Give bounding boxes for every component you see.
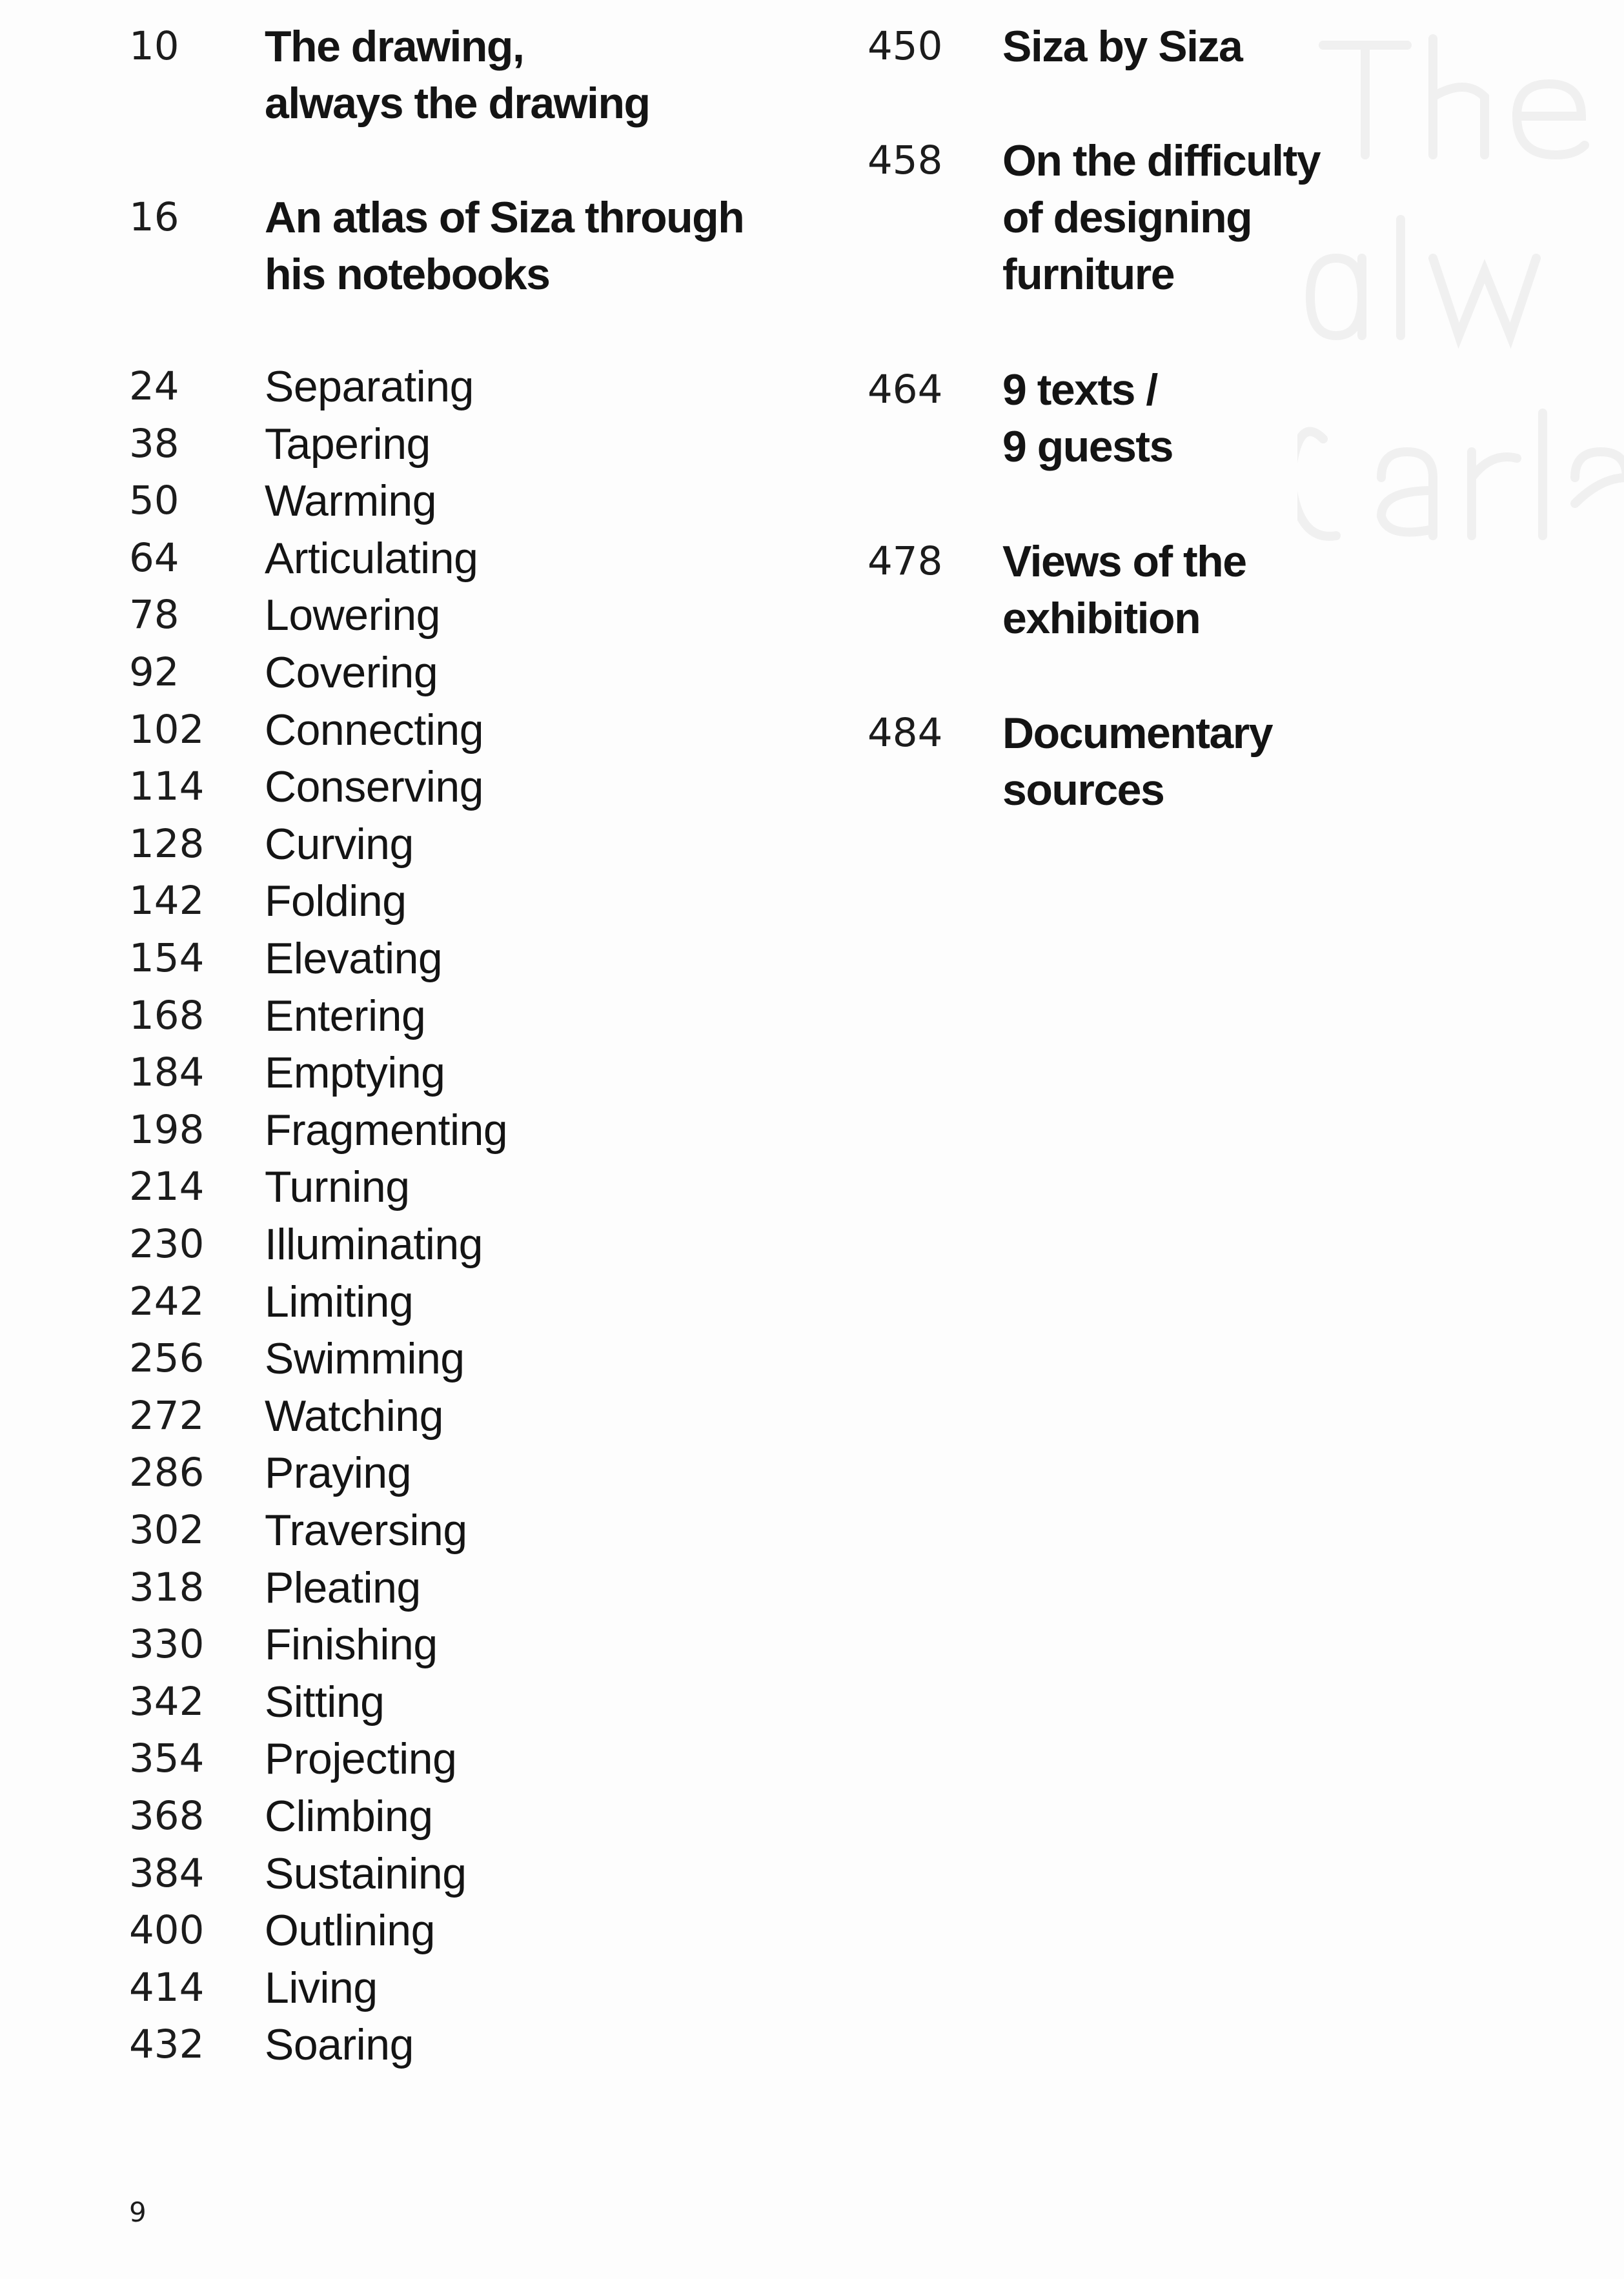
toc-title <box>265 1216 483 1273</box>
toc-title <box>265 1044 445 1101</box>
toc-page-number: 78 <box>129 592 179 638</box>
toc-page-number: 302 <box>129 1507 205 1553</box>
toc-page-number: 414 <box>129 1964 205 2011</box>
toc-page-number: 16 <box>129 194 179 240</box>
toc-title <box>265 1674 385 1730</box>
toc-title-line: 9 guests <box>1002 422 1173 471</box>
toc-title-line: Elevating <box>265 934 443 983</box>
toc-page-number: 198 <box>129 1106 205 1153</box>
toc-title <box>1002 18 1242 75</box>
toc-page-number: 400 <box>129 1907 205 1954</box>
toc-page-number: 458 <box>868 137 943 183</box>
toc-title <box>265 1902 435 1959</box>
toc-page-number: 38 <box>129 420 179 467</box>
toc-title <box>265 1616 438 1673</box>
toc-title <box>265 1730 456 1787</box>
toc-title <box>265 1444 411 1501</box>
toc-page-number: 50 <box>129 478 179 524</box>
toc-title-line: Fragmenting <box>265 1105 508 1155</box>
toc-page-number: 154 <box>129 935 205 981</box>
toc-page-number: 330 <box>129 1621 205 1668</box>
toc-title <box>265 930 442 987</box>
toc-page-number: 114 <box>129 764 205 810</box>
toc-title <box>265 587 440 643</box>
toc-title-line: Lowering <box>265 591 440 640</box>
toc-title-line: Folding <box>265 876 407 926</box>
toc-page-number: 24 <box>129 363 179 409</box>
toc-title-line: Separating <box>265 362 474 411</box>
toc-page-number: 354 <box>129 1736 205 1782</box>
toc-page-number: 184 <box>129 1049 205 1096</box>
toc-title-line: Watching <box>265 1391 443 1441</box>
toc-title-line: Outlining <box>265 1906 435 1956</box>
toc-page-number: 10 <box>129 23 179 69</box>
toc-title-line: Curving <box>265 819 414 869</box>
toc-page-number: 128 <box>129 820 205 867</box>
toc-title-line: Traversing <box>265 1506 467 1555</box>
toc-page-number: 142 <box>129 878 205 924</box>
toc-title-line: The drawing, <box>265 22 524 71</box>
toc-title <box>265 1388 443 1444</box>
toc-title <box>265 702 483 758</box>
toc-title-line: Views of the <box>1002 537 1246 586</box>
toc-title-line: Sitting <box>265 1677 385 1727</box>
toc-title-line: Sustaining <box>265 1849 467 1898</box>
toc-title-line: furniture <box>1002 250 1175 299</box>
toc-title-line: Projecting <box>265 1734 457 1784</box>
toc-title-line: Praying <box>265 1448 412 1498</box>
toc-title <box>265 758 483 815</box>
toc-page-number: 92 <box>129 649 179 695</box>
toc-title <box>265 1845 467 1902</box>
toc-page-number: 384 <box>129 1850 205 1896</box>
toc-title-line: An atlas of Siza through <box>265 193 744 242</box>
toc-title-line: Emptying <box>265 1048 445 1098</box>
toc-page-number: 214 <box>129 1164 205 1210</box>
toc-title-line: Turning <box>265 1162 410 1212</box>
toc-title <box>265 358 474 415</box>
toc-title-line: sources <box>1002 765 1164 815</box>
toc-page-number: 168 <box>129 992 205 1038</box>
toc-page-number: 464 <box>868 367 943 412</box>
toc-title-line: Conserving <box>265 762 483 812</box>
toc-title-line: 9 texts / <box>1002 365 1157 414</box>
toc-page-number: 242 <box>129 1278 205 1324</box>
toc-title <box>265 189 744 303</box>
toc-page-number: 450 <box>868 23 943 69</box>
toc-title-line: of designing <box>1002 193 1252 242</box>
toc-page-number: 342 <box>129 1678 205 1725</box>
toc-page-number: 368 <box>129 1793 205 1839</box>
toc-title <box>1002 361 1173 475</box>
toc-title-line: Siza by Siza <box>1002 22 1243 71</box>
toc-title-line: On the difficulty <box>1002 136 1321 185</box>
toc-title-line: Tapering <box>265 419 431 469</box>
toc-title <box>265 644 438 701</box>
toc-title-line: Documentary <box>1002 709 1273 758</box>
toc-title-line: Warming <box>265 476 437 526</box>
toc-page-number: 272 <box>129 1392 205 1439</box>
page-number: 9 <box>129 2196 147 2228</box>
toc-page-number: 230 <box>129 1221 205 1267</box>
toc-page-number: 102 <box>129 706 205 753</box>
toc-title <box>265 1330 465 1387</box>
toc-title-line: Soaring <box>265 2020 414 2070</box>
toc-title <box>1002 533 1246 647</box>
toc-title-line: his notebooks <box>265 250 550 299</box>
toc-title <box>265 1102 507 1159</box>
toc-title-line: Finishing <box>265 1620 438 1670</box>
toc-page-number: 484 <box>868 710 943 756</box>
toc-page-number: 286 <box>129 1450 205 1496</box>
toc-title <box>265 472 436 529</box>
toc-page-number: 478 <box>868 538 943 584</box>
toc-title <box>265 1273 413 1330</box>
toc-page-number: 432 <box>129 2021 205 2068</box>
show-through-artifact <box>1297 26 1624 607</box>
toc-title-line: Climbing <box>265 1792 433 1841</box>
toc-title-line: exhibition <box>1002 594 1201 643</box>
toc-title <box>265 2016 414 2073</box>
toc-title <box>265 1502 467 1559</box>
toc-title-line: Pleating <box>265 1563 421 1612</box>
toc-title <box>1002 132 1320 303</box>
toc-title-line: Limiting <box>265 1277 414 1326</box>
toc-page-number: 256 <box>129 1335 205 1382</box>
toc-title <box>1002 705 1272 818</box>
toc-title <box>265 18 650 132</box>
toc-title-line: Connecting <box>265 705 484 755</box>
toc-title <box>265 1559 421 1616</box>
toc-title-line: Living <box>265 1963 378 2012</box>
toc-title <box>265 816 414 873</box>
toc-title-line: Articulating <box>265 533 478 583</box>
toc-title-line: always the drawing <box>265 79 650 128</box>
toc-title <box>265 988 425 1044</box>
toc-title-line: Swimming <box>265 1334 465 1384</box>
toc-title <box>265 873 407 929</box>
toc-title-line: Entering <box>265 991 426 1040</box>
toc-title <box>265 530 478 587</box>
toc-page-number: 318 <box>129 1564 205 1610</box>
toc-title <box>265 416 431 472</box>
toc-title-line: Illuminating <box>265 1220 483 1269</box>
toc-title <box>265 1159 410 1215</box>
toc-title-line: Covering <box>265 648 438 697</box>
toc-page-number: 64 <box>129 534 179 581</box>
toc-title <box>265 1960 378 2016</box>
toc-title <box>265 1788 433 1845</box>
